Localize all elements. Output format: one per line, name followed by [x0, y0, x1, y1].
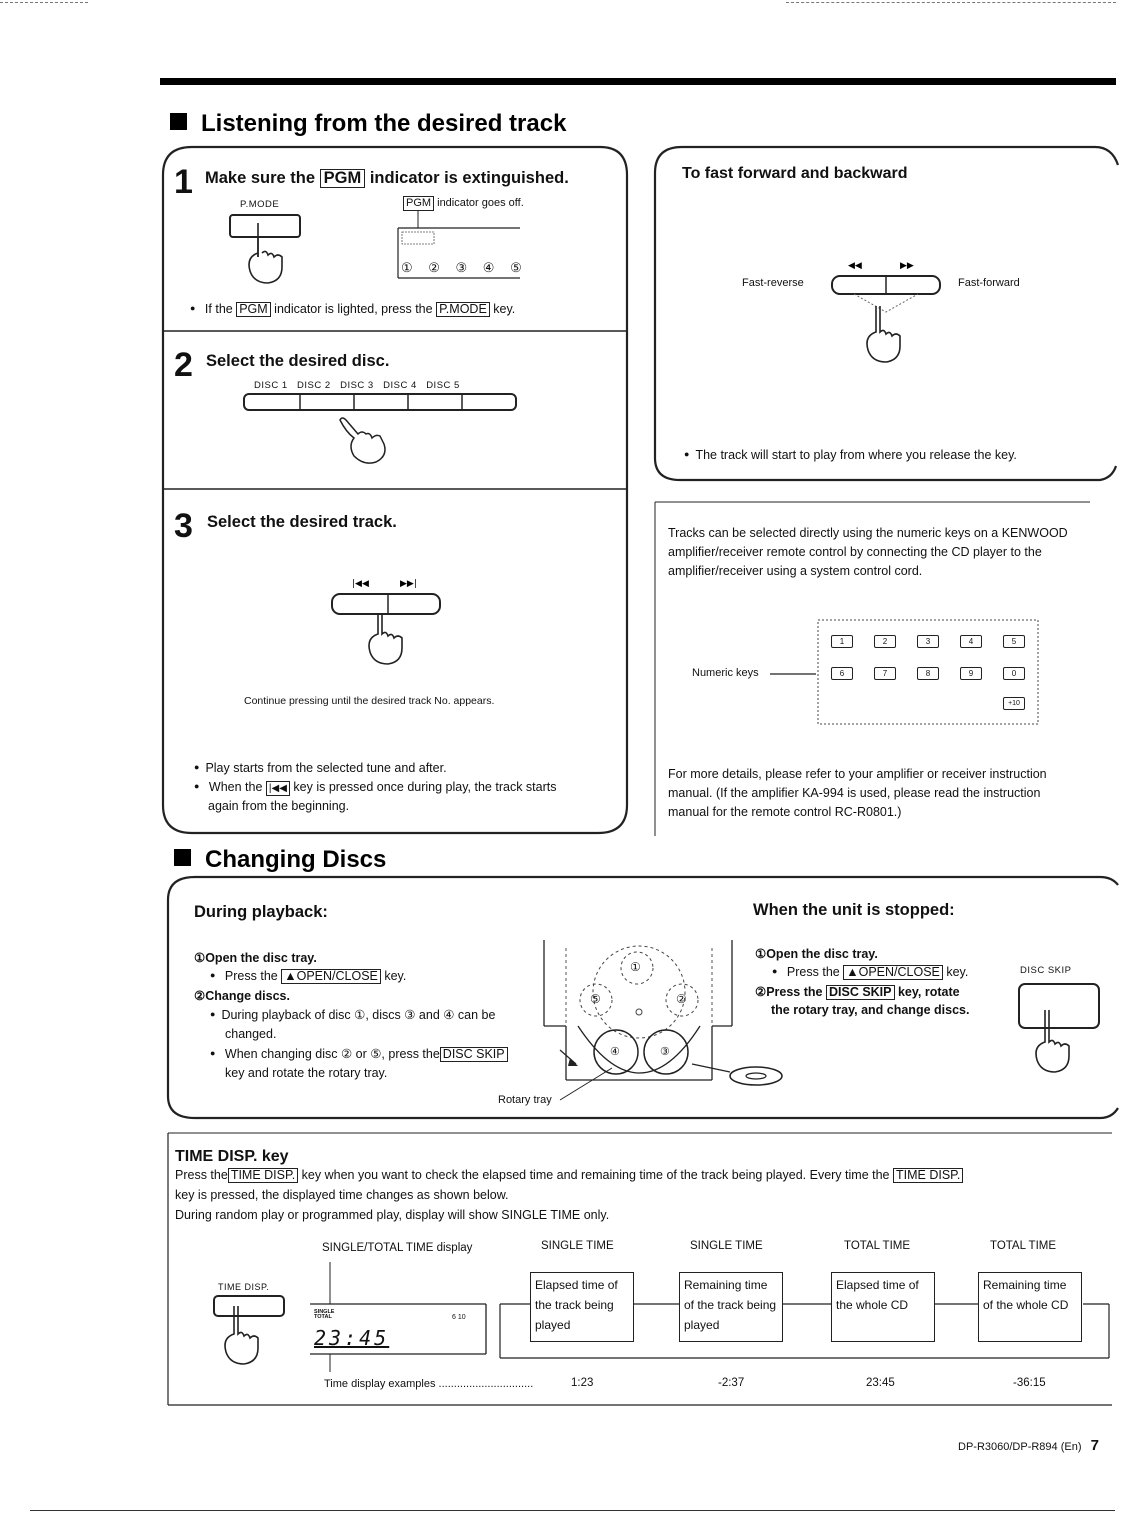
disc-skip-key: DISC SKIP: [440, 1047, 508, 1062]
mode-desc: of the whole CD: [983, 1298, 1069, 1312]
footer: [958, 1437, 1099, 1454]
note-pre: If the: [204, 302, 233, 316]
step-number: 1: [174, 163, 193, 201]
remote-para1-line: amplifier/receiver using a system control cord.: [668, 564, 923, 578]
note-post: key.: [493, 302, 516, 316]
numeric-key: 8: [917, 667, 939, 680]
pgm-indicator-note: [403, 196, 524, 211]
disc-skip-press-icon: [1015, 980, 1105, 1080]
mode-cycle-lines: [495, 1290, 1115, 1370]
mode-desc: Elapsed time of: [836, 1278, 919, 1292]
section-title-text: Changing Discs: [205, 846, 387, 873]
time-disp-key: TIME DISP.: [893, 1168, 963, 1183]
tray-number: ③: [660, 1046, 670, 1058]
step2-title: Select the desired disc.: [206, 352, 390, 370]
step1-title: [205, 169, 569, 188]
disc-skip-label: DISC SKIP: [1020, 965, 1072, 976]
step1-title-post: indicator is extinguished.: [369, 169, 569, 187]
svg-text:▶▶|: ▶▶|: [400, 579, 417, 589]
disc-label: DISC 2: [297, 380, 331, 391]
svg-text:▶▶: ▶▶: [900, 261, 914, 271]
pb-bullet2-pre: When changing disc ② or ⑤, press the: [224, 1047, 440, 1061]
svg-text:|◀◀: |◀◀: [352, 579, 369, 589]
timedisp-line1: [175, 1168, 963, 1183]
footer-model: DP-R3060/DP-R894 (En): [958, 1441, 1082, 1453]
step3-bullet1: ● Play starts from the selected tune and after.: [194, 761, 447, 775]
lcd-track: 6 10: [452, 1314, 466, 1321]
remote-para2-line: manual for the remote control RC-R0801.): [668, 805, 902, 819]
remote-para2: [668, 765, 1047, 822]
numeric-key: 4: [960, 635, 982, 648]
time-disp-press-icon: [212, 1292, 302, 1372]
disc-label: DISC 5: [426, 380, 460, 391]
mode-desc: Remaining time: [983, 1278, 1067, 1292]
disc-buttons-icon: [242, 390, 522, 490]
st-step2-cont: the rotary tray, and change discs.: [771, 1003, 970, 1017]
disc-skip-key: DISC SKIP: [826, 985, 895, 1000]
remote-para1-line: amplifier/receiver remote control by connecting the CD player to the: [668, 545, 1042, 559]
open-close-key: ▲OPEN/CLOSE: [281, 969, 381, 984]
tray-number: ④: [610, 1046, 620, 1058]
step1-note: [190, 302, 515, 317]
skip-back-key: |◀◀: [266, 781, 290, 796]
disc-label: DISC 1: [254, 380, 288, 391]
lcd-single: SINGLE: [314, 1309, 335, 1315]
bullet2-pre: When the: [208, 780, 263, 794]
mode-desc: of the track being: [684, 1298, 777, 1312]
open-close-key: ▲OPEN/CLOSE: [843, 965, 943, 980]
note-mid: indicator is lighted, press the: [274, 302, 433, 316]
fast-title: To fast forward and backward: [682, 165, 908, 182]
line1-pre: Press the: [175, 1168, 228, 1182]
step3-bullet2: [194, 780, 556, 796]
pb-bullet1: ● During playback of disc ①, discs ③ and ④ can be: [210, 1007, 495, 1022]
mode-header: SINGLE TIME: [690, 1240, 763, 1252]
pmode-button-press-icon: [226, 213, 306, 293]
st-step2: [755, 984, 960, 1000]
disc-label: DISC 3: [340, 380, 374, 391]
tray-number: ①: [630, 960, 641, 974]
st-press-line: [772, 965, 968, 980]
example-value: -36:15: [1013, 1377, 1046, 1389]
pb-bullet1-cont: changed.: [225, 1027, 277, 1041]
example-value: -2:37: [718, 1377, 745, 1389]
numeric-key: 3: [917, 635, 939, 648]
mode-header: TOTAL TIME: [990, 1240, 1057, 1252]
pb-press-pre: Press the: [224, 969, 278, 983]
examples-label: Time display examples ...............................: [324, 1378, 534, 1390]
pb-bullet2: [210, 1046, 508, 1062]
timedisp-line2: key is pressed, the displayed time changes as shown below.: [175, 1188, 509, 1202]
numeric-keys-label: Numeric keys: [692, 667, 759, 679]
numeric-key-plus10: +10: [1003, 697, 1025, 710]
remote-para1: [668, 524, 1068, 581]
mode-desc: Elapsed time of: [535, 1278, 618, 1292]
fast-buttons-press-icon: [826, 262, 946, 372]
numeric-key: 9: [960, 667, 982, 680]
st-step1: ①Open the disc tray.: [755, 947, 878, 961]
time-disp-key: TIME DISP.: [228, 1168, 298, 1183]
pgm-indicator-label: PGM: [403, 196, 434, 211]
mode-desc: played: [684, 1318, 720, 1332]
step-number: 3: [174, 507, 193, 545]
lcd-labels: [314, 1310, 334, 1320]
display-label: SINGLE/TOTAL TIME display: [322, 1242, 473, 1254]
svg-text:◀◀: ◀◀: [848, 261, 862, 271]
indicator-note-text: indicator goes off.: [437, 197, 524, 209]
section-title-text: Listening from the desired track: [201, 110, 567, 137]
disc-indicator-numbers: ① ② ③ ④ ⑤: [401, 260, 528, 275]
pb-press-line: [210, 969, 406, 984]
mode-header: TOTAL TIME: [844, 1240, 911, 1252]
example-value: 1:23: [571, 1377, 594, 1389]
step3-bullet2-cont: again from the beginning.: [208, 799, 350, 813]
rotary-tray-diagram: [540, 940, 800, 1120]
pb-step2: ②Change discs.: [194, 989, 290, 1003]
timedisp-title: TIME DISP. key: [175, 1148, 289, 1165]
numeric-key: 0: [1003, 667, 1025, 680]
fast-note: ● The track will start to play from where you release the key.: [684, 448, 1017, 462]
fast-forward-label: Fast-forward: [958, 277, 1020, 289]
lcd-time: 23:45: [314, 1326, 390, 1350]
pgm-key-inline: PGM: [236, 302, 270, 317]
numeric-key: 1: [831, 635, 853, 648]
step3-title: Select the desired track.: [207, 513, 397, 531]
step3-caption: Continue pressing until the desired track No. appears.: [244, 695, 495, 707]
mode-desc: the whole CD: [836, 1298, 909, 1312]
mode-desc: played: [535, 1318, 571, 1332]
tray-number: ⑤: [590, 992, 601, 1006]
tray-number: ②: [676, 992, 687, 1006]
rotary-tray-label: Rotary tray: [498, 1094, 552, 1106]
playback-title: During playback:: [194, 903, 328, 921]
bullet2-post: key is pressed once during play, the track starts: [293, 780, 557, 794]
pmode-key-inline: P.MODE: [436, 302, 490, 317]
st-step2-pre: ②Press the: [755, 985, 823, 999]
line1-mid: key when you want to check the elapsed time and remaining time of the track being played. Every time the: [301, 1168, 890, 1182]
pgm-key-label: PGM: [320, 169, 366, 188]
remote-para2-line: manual. (If the amplifier KA-994 is used, please read the instruction: [668, 786, 1041, 800]
timedisp-line3: During random play or programmed play, display will show SINGLE TIME only.: [175, 1208, 610, 1222]
pmode-label: P.MODE: [240, 199, 280, 210]
remote-para2-line: For more details, please refer to your amplifier or receiver instruction: [668, 767, 1047, 781]
disc-label: DISC 4: [383, 380, 417, 391]
mode-desc: the track being: [535, 1298, 614, 1312]
pb-bullet2-cont: key and rotate the rotary tray.: [225, 1066, 388, 1080]
pb-press-post: key.: [384, 969, 407, 983]
pb-step1: ①Open the disc tray.: [194, 951, 317, 965]
example-value: 23:45: [866, 1377, 895, 1389]
st-step2-post: key, rotate: [897, 985, 960, 999]
section-title-changing-discs: [174, 846, 386, 874]
page-number: 7: [1090, 1437, 1099, 1454]
lcd-total: TOTAL: [314, 1314, 332, 1320]
step1-title-pre: Make sure the: [205, 169, 316, 187]
st-press-pre: Press the: [786, 965, 840, 979]
step-number: 2: [174, 346, 193, 384]
mode-header: SINGLE TIME: [541, 1240, 614, 1252]
time-disp-key-label: TIME DISP.: [218, 1282, 270, 1292]
numeric-key: 2: [874, 635, 896, 648]
bottom-rule: [30, 1510, 1115, 1511]
st-press-post: key.: [946, 965, 969, 979]
stopped-title: When the unit is stopped:: [753, 901, 955, 919]
numeric-key: 5: [1003, 635, 1025, 648]
numeric-key: 6: [831, 667, 853, 680]
remote-para1-line: Tracks can be selected directly using the numeric keys on a KENWOOD: [668, 526, 1068, 540]
fast-reverse-label: Fast-reverse: [742, 277, 804, 289]
skip-buttons-press-icon: [330, 580, 450, 670]
square-bullet-icon: [174, 849, 191, 866]
numeric-key: 7: [874, 667, 896, 680]
mode-desc: Remaining time: [684, 1278, 768, 1292]
